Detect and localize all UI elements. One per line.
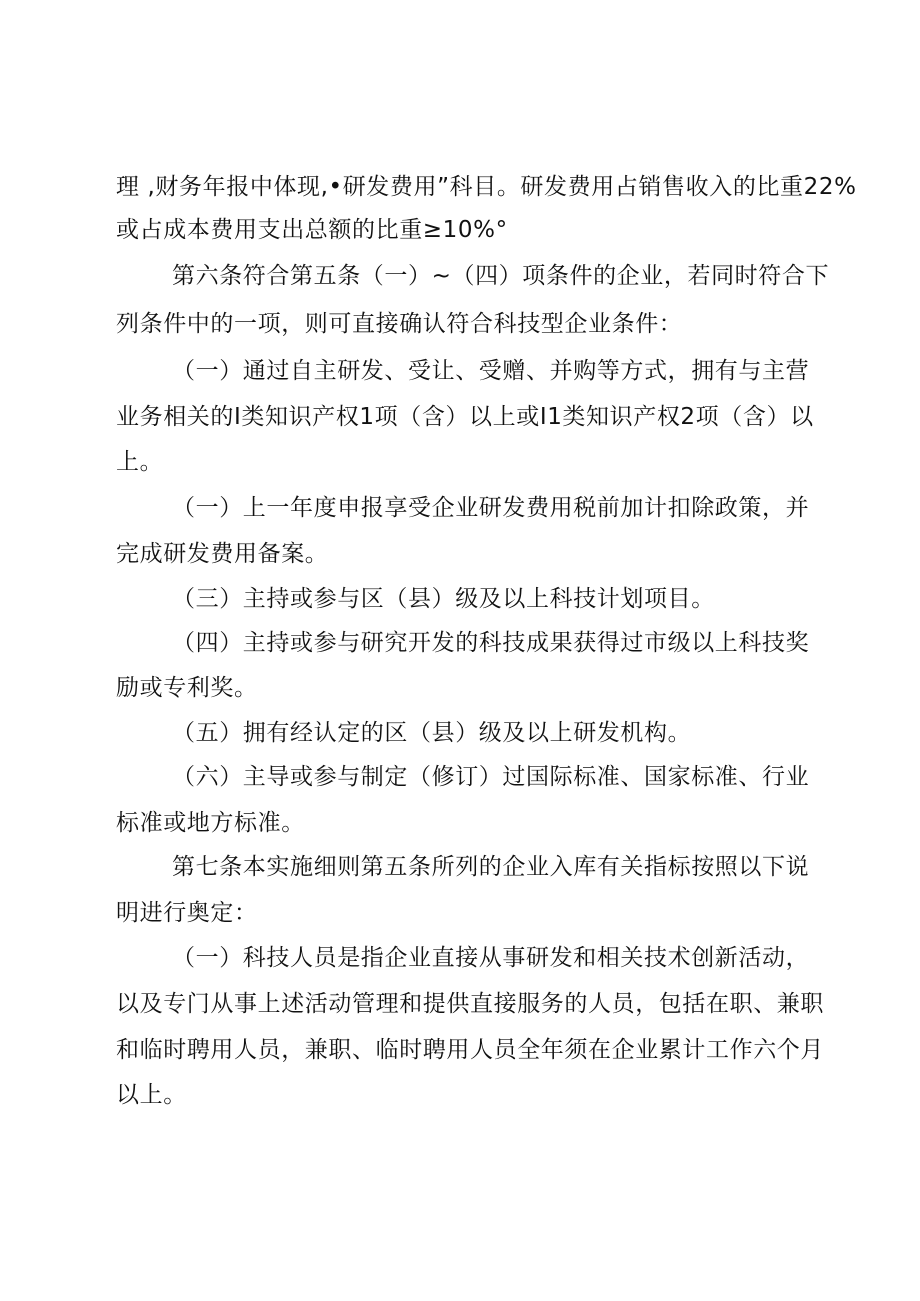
text-line: （一）科技人员是指企业直接从事研发和相关技术创新活动， bbox=[172, 945, 810, 971]
text-line: （四）主持或参与研究开发的科技成果获得过市级以上科技奖 bbox=[172, 630, 810, 656]
text-line: 理 ,财务年报中体现,•研发费用”科目。研发费用占销售收入的比重22% bbox=[116, 174, 857, 200]
text-line: 业务相关的I类知识产权1项（含）以上或I1类知识产权2项（含）以 bbox=[116, 404, 814, 430]
text-line: 以上。 bbox=[116, 1082, 187, 1108]
text-line: （六）主导或参与制定（修订）过国际标准、国家标准、行业 bbox=[172, 764, 810, 790]
text-line: 标准或地方标准。 bbox=[116, 810, 305, 836]
text-line: 明进行奥定： bbox=[116, 900, 258, 926]
text-line: 励或专利奖。 bbox=[116, 675, 258, 701]
text-line: 第六条符合第五条（一）~（四）项条件的企业，若同时符合下 bbox=[172, 263, 830, 289]
text-line: 完成研发费用备案。 bbox=[116, 541, 329, 567]
text-line: （五）拥有经认定的区（县）级及以上研发机构。 bbox=[172, 720, 692, 746]
text-line: 或占成本费用支出总额的比重≥10%° bbox=[116, 217, 508, 243]
text-line: 以及专门从事上述活动管理和提供直接服务的人员，包括在职、兼职 bbox=[116, 991, 824, 1017]
text-line: （一）通过自主研发、受让、受赠、并购等方式，拥有与主营 bbox=[172, 358, 810, 384]
text-line: 上。 bbox=[116, 449, 164, 475]
text-line: 和临时聘用人员，兼职、临时聘用人员全年须在企业累计工作六个月 bbox=[116, 1037, 824, 1063]
text-line: （一）上一年度申报享受企业研发费用税前加计扣除政策，并 bbox=[172, 495, 810, 521]
text-line: 列条件中的一项，则可直接确认符合科技型企业条件： bbox=[116, 311, 683, 337]
text-line: （三）主持或参与区（县）级及以上科技计划项目。 bbox=[172, 586, 715, 612]
text-line: 第七条本实施细则第五条所列的企业入库有关指标按照以下说 bbox=[172, 854, 810, 880]
